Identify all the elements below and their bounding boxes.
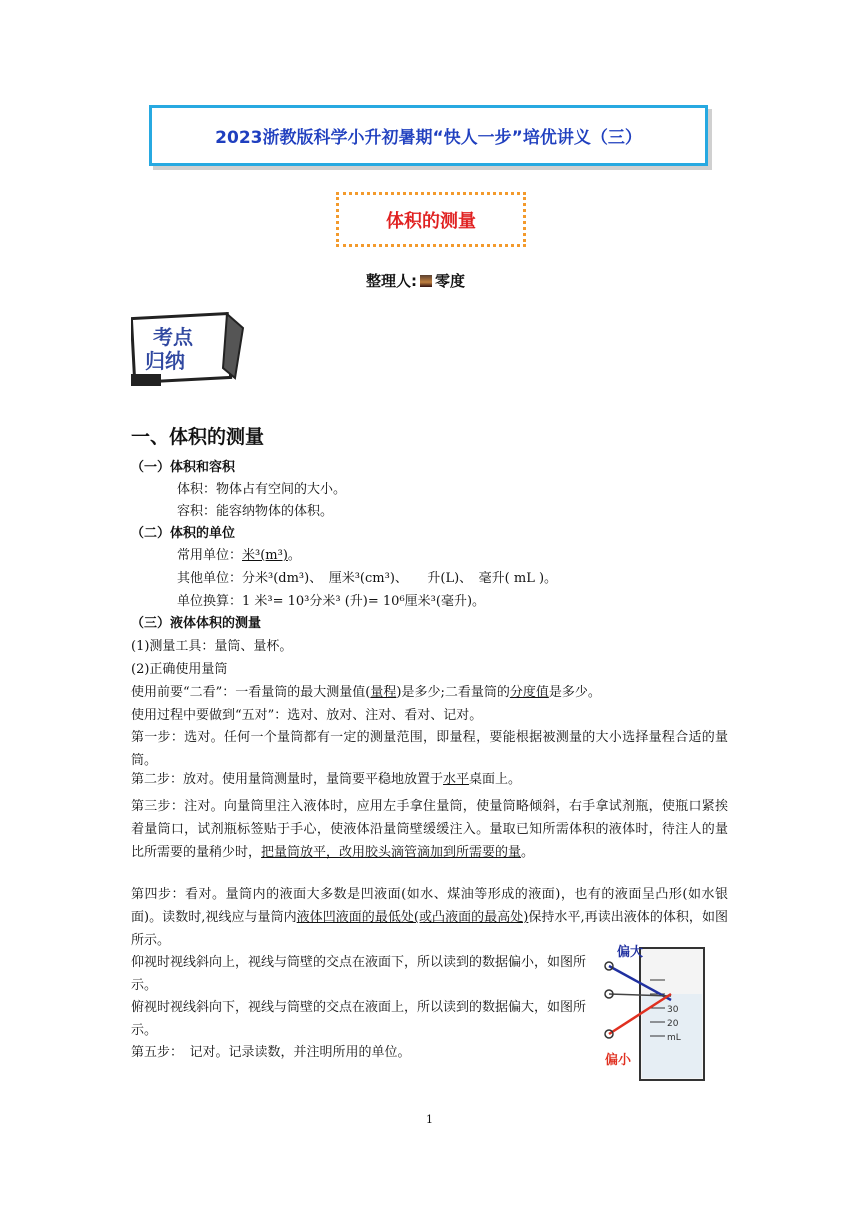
common-unit-value: 米³(m³) bbox=[242, 548, 288, 563]
step1-paragraph: 第一步：选对。任何一个量筒都有一定的测量范围，即量程，要能根据被测量的大小选择量程合适的量筒。 bbox=[131, 730, 728, 768]
lesson-title-box bbox=[336, 192, 526, 247]
other-units-line: 其他单位：分米³(dm³)、 厘米³(cm³)、 升(L)、 毫升( mL )。 bbox=[177, 571, 558, 586]
step5-line: 第五步： 记对。记录读数，并注明所用的单位。 bbox=[131, 1045, 411, 1060]
step4-underlined: 液体凹液面的最低处(或凸液面的最高处) bbox=[296, 910, 529, 925]
badge-line1: 考点 bbox=[153, 325, 193, 349]
capacity-definition: 容积：能容纳物体的体积。 bbox=[177, 504, 334, 519]
tick-30: 30 bbox=[667, 1005, 679, 1015]
label-too-small: 偏小 bbox=[605, 1053, 632, 1068]
step3-underlined: 把量筒放平，改用胶头滴管滴加到所需要的量 bbox=[261, 845, 522, 860]
subheading-liquid-volume: （三）液体体积的测量 bbox=[131, 616, 262, 631]
step3-paragraph bbox=[131, 795, 728, 864]
subheading-units: （二）体积的单位 bbox=[131, 526, 236, 541]
step2-text-b: 桌面上。 bbox=[469, 772, 522, 787]
document-title: 2023浙教版科学小升初暑期“快人一步”培优讲义（三） bbox=[215, 128, 642, 148]
organizer-line bbox=[366, 270, 465, 291]
section-heading: 一、体积的测量 bbox=[131, 426, 265, 448]
step3-text-a: 第三步：注对。向量筒里注入液体时，应用左手拿住量筒，使量筒略倾斜，右手拿试剂瓶，使瓶口紧挨着量筒口，试剂瓶标签贴于手心，使液体沿量筒壁缓缓注入。量取已知所需体积的液体时，待注人的量比所需要的量稍少时， bbox=[131, 799, 728, 860]
look-up-paragraph: 仰视时视线斜向上，视线与筒壁的交点在液面下，所以读到的数据偏小，如图所示。 bbox=[131, 955, 587, 993]
step2-line bbox=[131, 770, 521, 790]
common-unit-prefix: 常用单位： bbox=[177, 548, 243, 563]
during-use-line: 使用过程中要做到“五对”：选对、放对、注对、看对、记对。 bbox=[131, 708, 483, 723]
step4-text-a: 第四步：看对。量筒内的液面大多数是凹液面(如水、煤油等形成的液面)，也有的液面呈凸形(如水银面)。读数时,视线应与量筒内 bbox=[131, 887, 728, 925]
range-term: 量程 bbox=[370, 685, 397, 700]
label-too-big: 偏大 bbox=[617, 945, 644, 960]
step3-text-b: 。 bbox=[521, 845, 535, 860]
common-unit-suffix: 。 bbox=[287, 548, 301, 563]
document-title-box bbox=[149, 105, 708, 166]
look-down-paragraph: 俯视时视线斜向下，视线与筒壁的交点在液面上，所以读到的数据偏大，如图所示。 bbox=[131, 1000, 587, 1038]
tick-20: 20 bbox=[667, 1019, 679, 1029]
measuring-tools: (1)测量工具：量筒、量杯。 bbox=[131, 639, 293, 654]
before-use-line bbox=[131, 683, 601, 703]
organizer-avatar-icon bbox=[420, 275, 432, 287]
correct-use-heading: (2)正确使用量筒 bbox=[131, 662, 228, 677]
organizer-name: 零度 bbox=[435, 272, 466, 290]
volume-definition: 体积：物体占有空间的大小。 bbox=[177, 482, 347, 497]
cylinder-reading-figure bbox=[595, 940, 715, 1082]
lesson-title: 体积的测量 bbox=[386, 210, 476, 232]
badge-line2: 归纳 bbox=[145, 349, 185, 373]
step4-text-b: 保持水平,再读出液体的体积，如图所示。 bbox=[131, 910, 728, 948]
before-use-text-b: )是多少;二看量筒的 bbox=[396, 685, 510, 700]
subheading-volume-capacity: （一）体积和容积 bbox=[131, 460, 236, 475]
tick-ml: mL bbox=[667, 1033, 681, 1043]
organizer-label: 整理人: bbox=[366, 272, 417, 290]
unit-conversion-line: 单位换算：1 米³= 10³分米³ (升)= 10⁶厘米³(毫升)。 bbox=[177, 594, 486, 609]
summary-badge bbox=[131, 308, 246, 388]
before-use-text-c: 是多少。 bbox=[548, 685, 601, 700]
page-number: 1 bbox=[426, 1113, 433, 1126]
step2-underlined: 水平 bbox=[443, 772, 470, 787]
step2-text-a: 第二步：放对。使用量筒测量时，量筒要平稳地放置于 bbox=[131, 772, 444, 787]
common-unit-line bbox=[177, 546, 301, 566]
division-term: 分度值 bbox=[509, 685, 549, 700]
before-use-text-a: 使用前要“二看”：一看量筒的最大测量值( bbox=[131, 685, 371, 700]
